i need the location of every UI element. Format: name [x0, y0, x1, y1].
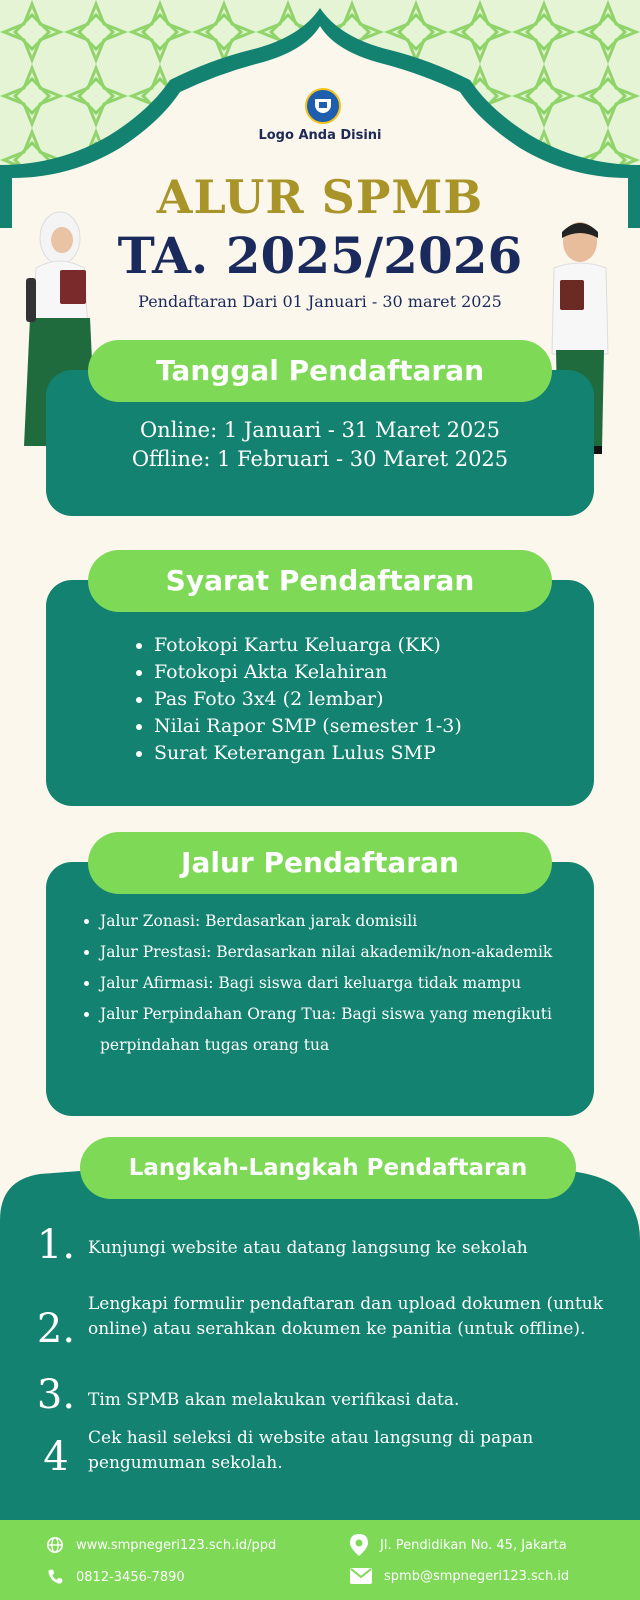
step-3: [30, 1372, 610, 1426]
subtitle: Pendaftaran Dari 01 Januari - 30 maret 2025: [138, 292, 502, 311]
tanggal-dates: [46, 416, 594, 474]
phone-text: 0812-3456-7890: [76, 1569, 185, 1585]
list-item: • Nilai Rapor SMP (semester 1-3): [154, 713, 462, 740]
footer-website[interactable]: [46, 1536, 276, 1554]
list-item: • Jalur Prestasi: Berdasarkan nilai akademik/non-akademik: [100, 937, 570, 968]
title-line2: TA. 2025/2026: [117, 226, 523, 285]
email-icon: [350, 1568, 372, 1584]
step-2: [30, 1292, 610, 1372]
jalur-list: [76, 906, 570, 1061]
email-text: spmb@smpnegeri123.sch.id: [384, 1568, 570, 1584]
address-text: Jl. Pendidikan No. 45, Jakarta: [380, 1537, 567, 1553]
step-text: Lengkapi formulir pendaftaran dan upload dokumen (untuk online) atau serahkan dokumen ke panitia (untuk offline).: [88, 1294, 604, 1339]
footer-phone[interactable]: [46, 1568, 185, 1586]
syarat-heading: Syarat Pendaftaran: [88, 550, 552, 612]
school-logo-icon: [305, 88, 341, 124]
title-line1: ALUR SPMB: [156, 170, 484, 224]
website-text: www.smpnegeri123.sch.id/ppd: [76, 1537, 277, 1553]
footer: [0, 1520, 640, 1600]
tanggal-online: Online: 1 Januari - 31 Maret 2025: [139, 418, 501, 442]
step-text: Kunjungi website atau datang langsung ke sekolah: [88, 1238, 528, 1258]
list-item: • Jalur Perpindahan Orang Tua: Bagi siswa yang mengikuti perpindahan tugas orang tua: [100, 999, 570, 1061]
list-item: • Fotokopi Akta Kelahiran: [154, 659, 462, 686]
step-number: 4: [43, 1434, 69, 1480]
step-4: [30, 1426, 610, 1486]
step-text: Cek hasil seleksi di website atau langsung di papan pengumuman sekolah.: [88, 1428, 534, 1473]
tanggal-heading: Tanggal Pendaftaran: [88, 340, 552, 402]
syarat-card: [46, 580, 594, 806]
location-pin-icon: [350, 1534, 368, 1556]
footer-address: [350, 1534, 567, 1556]
syarat-list: [130, 632, 462, 767]
step-text: Tim SPMB akan melakukan verifikasi data.: [88, 1390, 460, 1410]
list-item: • Jalur Afirmasi: Bagi siswa dari keluarga tidak mampu: [100, 968, 570, 999]
langkah-heading: Langkah-Langkah Pendaftaran: [80, 1137, 576, 1199]
jalur-card: [46, 862, 594, 1116]
step-1: [30, 1222, 610, 1278]
list-item: • Surat Keterangan Lulus SMP: [154, 740, 462, 767]
globe-icon: [46, 1536, 64, 1554]
step-number: 3.: [36, 1372, 76, 1418]
list-item: • Fotokopi Kartu Keluarga (KK): [154, 632, 462, 659]
step-number: 2.: [36, 1306, 76, 1352]
phone-icon: [46, 1568, 64, 1586]
tanggal-offline: Offline: 1 Februari - 30 Maret 2025: [131, 447, 509, 471]
list-item: • Jalur Zonasi: Berdasarkan jarak domisili: [100, 906, 570, 937]
list-item: • Pas Foto 3x4 (2 lembar): [154, 686, 462, 713]
step-number: 1.: [36, 1222, 76, 1268]
jalur-heading: Jalur Pendaftaran: [88, 832, 552, 894]
logo-text: Logo Anda Disini: [258, 128, 382, 143]
footer-email[interactable]: [350, 1568, 569, 1584]
